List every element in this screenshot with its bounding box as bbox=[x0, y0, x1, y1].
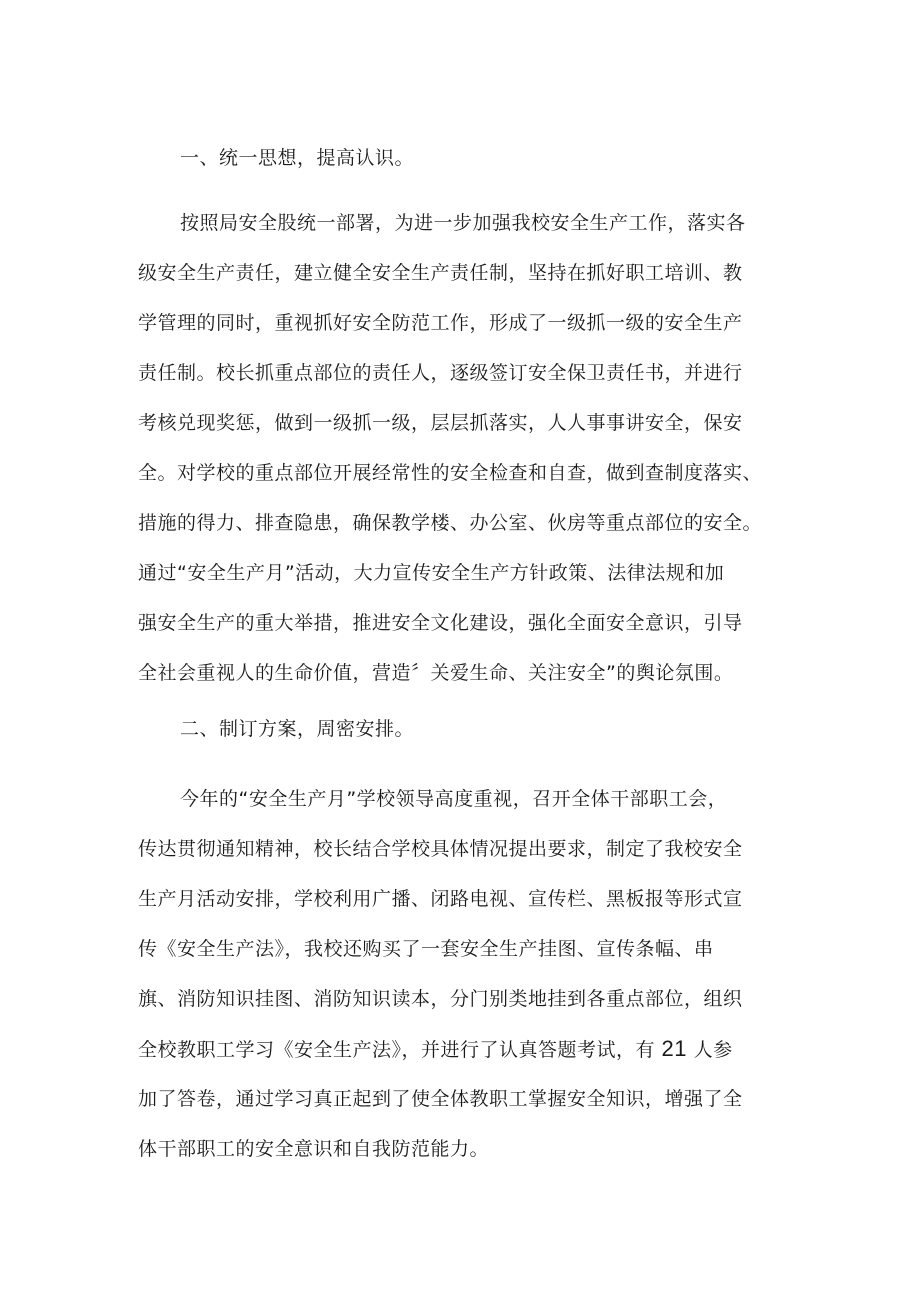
line-text-after: 人参 bbox=[687, 1039, 733, 1061]
paragraph-line: 传《安全生产法》，我校还购买了一套安全生产挂图、宣传条幅、串 bbox=[138, 938, 714, 960]
paragraph-line: 按照局安全股统一部署，为进一步加强我校安全生产工作，落实各 bbox=[180, 212, 746, 234]
paragraph-line: 全社会重视人的生命价值，营造〞关爱生命、关注安全”的舆论氛围。 bbox=[138, 662, 734, 684]
paragraph-line: 生产月活动安排，学校利用广播、闭路电视、宣传栏、黑板报等形式宣 bbox=[138, 888, 743, 910]
paragraph-line: 学管理的同时，重视抓好安全防范工作，形成了一级抓一级的安全生产 bbox=[138, 312, 743, 334]
paragraph-line: 通过“安全生产月”活动，大力宣传安全生产方针政策、法律法规和加 bbox=[138, 562, 725, 584]
paragraph-line: 加了答卷，通过学习真正起到了使全体教职工掌握安全知识，增强了全 bbox=[138, 1088, 743, 1110]
paragraph-line: 考核兑现奖惩，做到一级抓一级，层层抓落实，人人事事讲安全，保安 bbox=[138, 412, 743, 434]
section-2-paragraph bbox=[138, 787, 778, 1187]
paragraph-line-with-number bbox=[138, 1037, 778, 1087]
section-2-heading: 二、制订方案，周密安排。 bbox=[180, 718, 415, 740]
paragraph-line: 今年的“安全生产月”学校领导高度重视，召开全体干部职工会， bbox=[180, 788, 728, 810]
paragraph-line: 传达贯彻通知精神，校长结合学校具体情况提出要求，制定了我校安全 bbox=[138, 838, 743, 860]
section-1-paragraph bbox=[138, 211, 778, 711]
paragraph-line: 全。对学校的重点部位开展经常性的安全检查和自查，做到查制度落实、 bbox=[138, 462, 763, 484]
paragraph-line: 责任制。校长抓重点部位的责任人，逐级签订安全保卫责任书，并进行 bbox=[138, 362, 743, 384]
paragraph-line: 体干部职工的安全意识和自我防范能力。 bbox=[138, 1138, 490, 1160]
paragraph-line: 措施的得力、排查隐患，确保教学楼、办公室、伙房等重点部位的安全。 bbox=[138, 512, 763, 534]
line-text-before: 全校教职工学习《安全生产法》，并进行了认真答题考试，有 bbox=[138, 1039, 662, 1061]
paragraph-line: 旗、消防知识挂图、消防知识读本，分门别类地挂到各重点部位，组织 bbox=[138, 988, 743, 1010]
section-1-heading: 一、统一思想，提高认识。 bbox=[180, 147, 415, 169]
paragraph-line: 级安全生产责任，建立健全安全生产责任制，坚持在抓好职工培训、教 bbox=[138, 262, 743, 284]
paragraph-line: 强安全生产的重大举措，推进安全文化建设，强化全面安全意识，引导 bbox=[138, 612, 743, 634]
participant-count: 21 bbox=[661, 1036, 688, 1061]
